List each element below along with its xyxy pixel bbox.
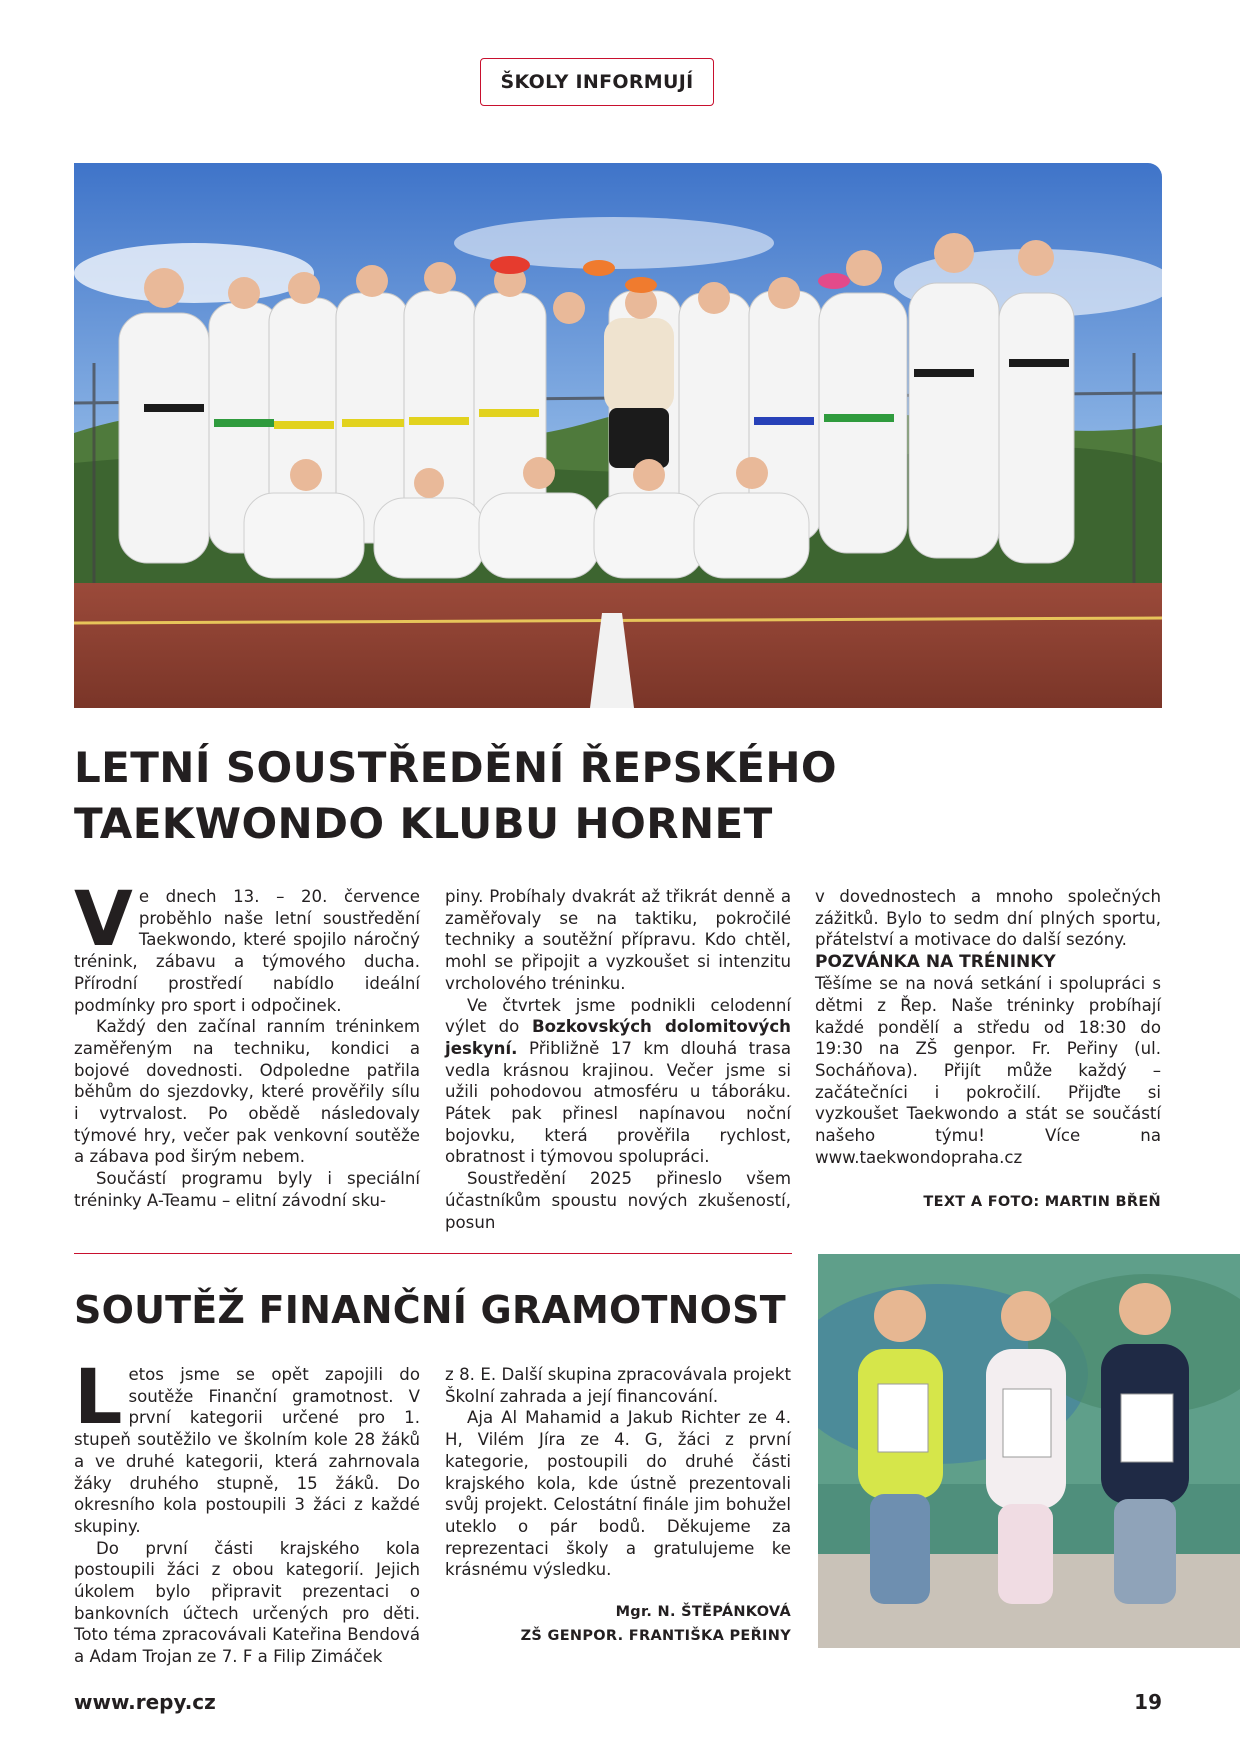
paragraph: Každý den začínal ranním tréninkem zaměřeným na techniku, kondici a bojové dovednosti. Odpoledne patřila běhům do sjezdovky, které prověřily sílu i vytrvalost. Po obědě následovaly týmové hry, večer pak venkovní soutěže a zábava pod širým nebem. [74,1017,420,1167]
article2-column-2 [445,1364,791,1581]
paragraph: Těšíme se na nová setkání i spolupráci s dětmi z Řep. Naše tréninky probíhají každé pondělí a středu od 18:30 do 19:30 na ZŠ genpor. Fr. Peřiny (ul. Socháňova). Přijít může každý – začátečníci i pokročilí. Přijďte si vyzkoušet Taekwondo a stát se součástí našeho týmu! Více na www.taekwondopraha.cz [815,974,1161,1167]
drop-cap: L [74,1352,123,1441]
highlight-text: Bozkovských dolomitových jeskyní. [445,1017,791,1058]
paragraph: v dovednostech a mnoho společných zážitků. Bylo to sedm dní plných sportu, přátelství a motivace do další sezóny. [815,887,1161,950]
paragraph: etos jsme se opět zapojili do soutěže Finanční gramotnost. V první kategorii určené pro 1. stupeň soutěžilo ve školním kole 28 žáků a ve druhé kategorii, která zahrnovala žáky druhého stupně, 15 žáků. Do okresního kola postoupili 3 žáci z každé skupiny. [74,1365,420,1536]
paragraph: Součástí programu byly i speciální tréninky A-Teamu – elitní závodní sku- [74,1169,420,1210]
article-title: LETNÍ SOUSTŘEDĚNÍ ŘEPSKÉHO TAEKWONDO KLUBU HORNET [74,743,837,848]
paragraph: Do první části krajského kola postoupili žáci z obou kategorií. Jejich úkolem bylo připravit prezentaci o bankovních účtech určených pro děti. Toto téma zpracovávali Kateřina Bendová a Adam Trojan ze 7. F a Filip Zimáček [74,1538,420,1667]
hero-photo [74,163,1162,708]
divider [74,1253,792,1254]
diploma-photo [818,1254,1240,1648]
section-label: ŠKOLY INFORMUJÍ [480,58,714,106]
paragraph: e dnech 13. – 20. července proběhlo naše letní soustředění Taekwondo, které spojilo náročný trénink, zábavu a týmového ducha. Přírodní prostředí nabídlo ideální podmínky pro sport i odpočinek. [74,887,420,1015]
article1-credit: TEXT A FOTO: MARTIN BŘEŇ [923,1194,1161,1210]
paragraph: Soustředění 2025 přineslo všem účastníkům spoustu nových zkušeností, posun [445,1169,791,1232]
article1-column-1 [74,874,420,1212]
article2-column-1 [74,1352,420,1668]
paragraph: z 8. E. Další skupina zpracovávala projekt Školní zahrada a její financování. [445,1365,791,1406]
subheading: POZVÁNKA NA TRÉNINKY [815,952,1056,973]
paragraph: piny. Probíhaly dvakrát až třikrát denně a zaměřovaly se na taktiku, pokročilé techniky a soutěžní přípravu. Kdo chtěl, mohl se připojit a vyzkoušet si intenzitu vrcholového tréninku. [445,887,791,993]
article1-column-2 [445,886,791,1233]
article-title-2: SOUTĚŽ FINANČNÍ GRAMOTNOST [74,1288,786,1332]
paragraph: Ve čtvrtek jsme podnikli celodenní výlet do Bozkovských dolomitových jeskyní. Přibližně 17 km dlouhá trasa vedla krásnou krajinou. Večer jsme si užili pohodovou atmosféru u táboráku. Pátek pak přinesl napínavou noční bojovku, která prověřila rychlost, obratnost i týmovou spolupráci. [445,995,791,1167]
article1-column-3 [815,886,1161,1168]
footer-website: www.repy.cz [74,1690,216,1714]
paragraph: Aja Al Mahamid a Jakub Richter ze 4. H, Vilém Jíra ze 4. G, žáci z první kategorie, postoupili do druhé části krajského kola, kde ústně prezentovali svůj projekt. Celostátní finále jim bohužel uteklo o pár bodů. Děkujeme za reprezentaci školy a gratulujeme ke krásnému výsledku. [445,1408,791,1580]
drop-cap: V [74,874,133,963]
article2-credit: Mgr. N. ŠTĚPÁNKOVÁ ZŠ GENPOR. FRANTIŠKA PEŘINY [520,1604,791,1644]
page-number: 19 [1134,1690,1162,1714]
